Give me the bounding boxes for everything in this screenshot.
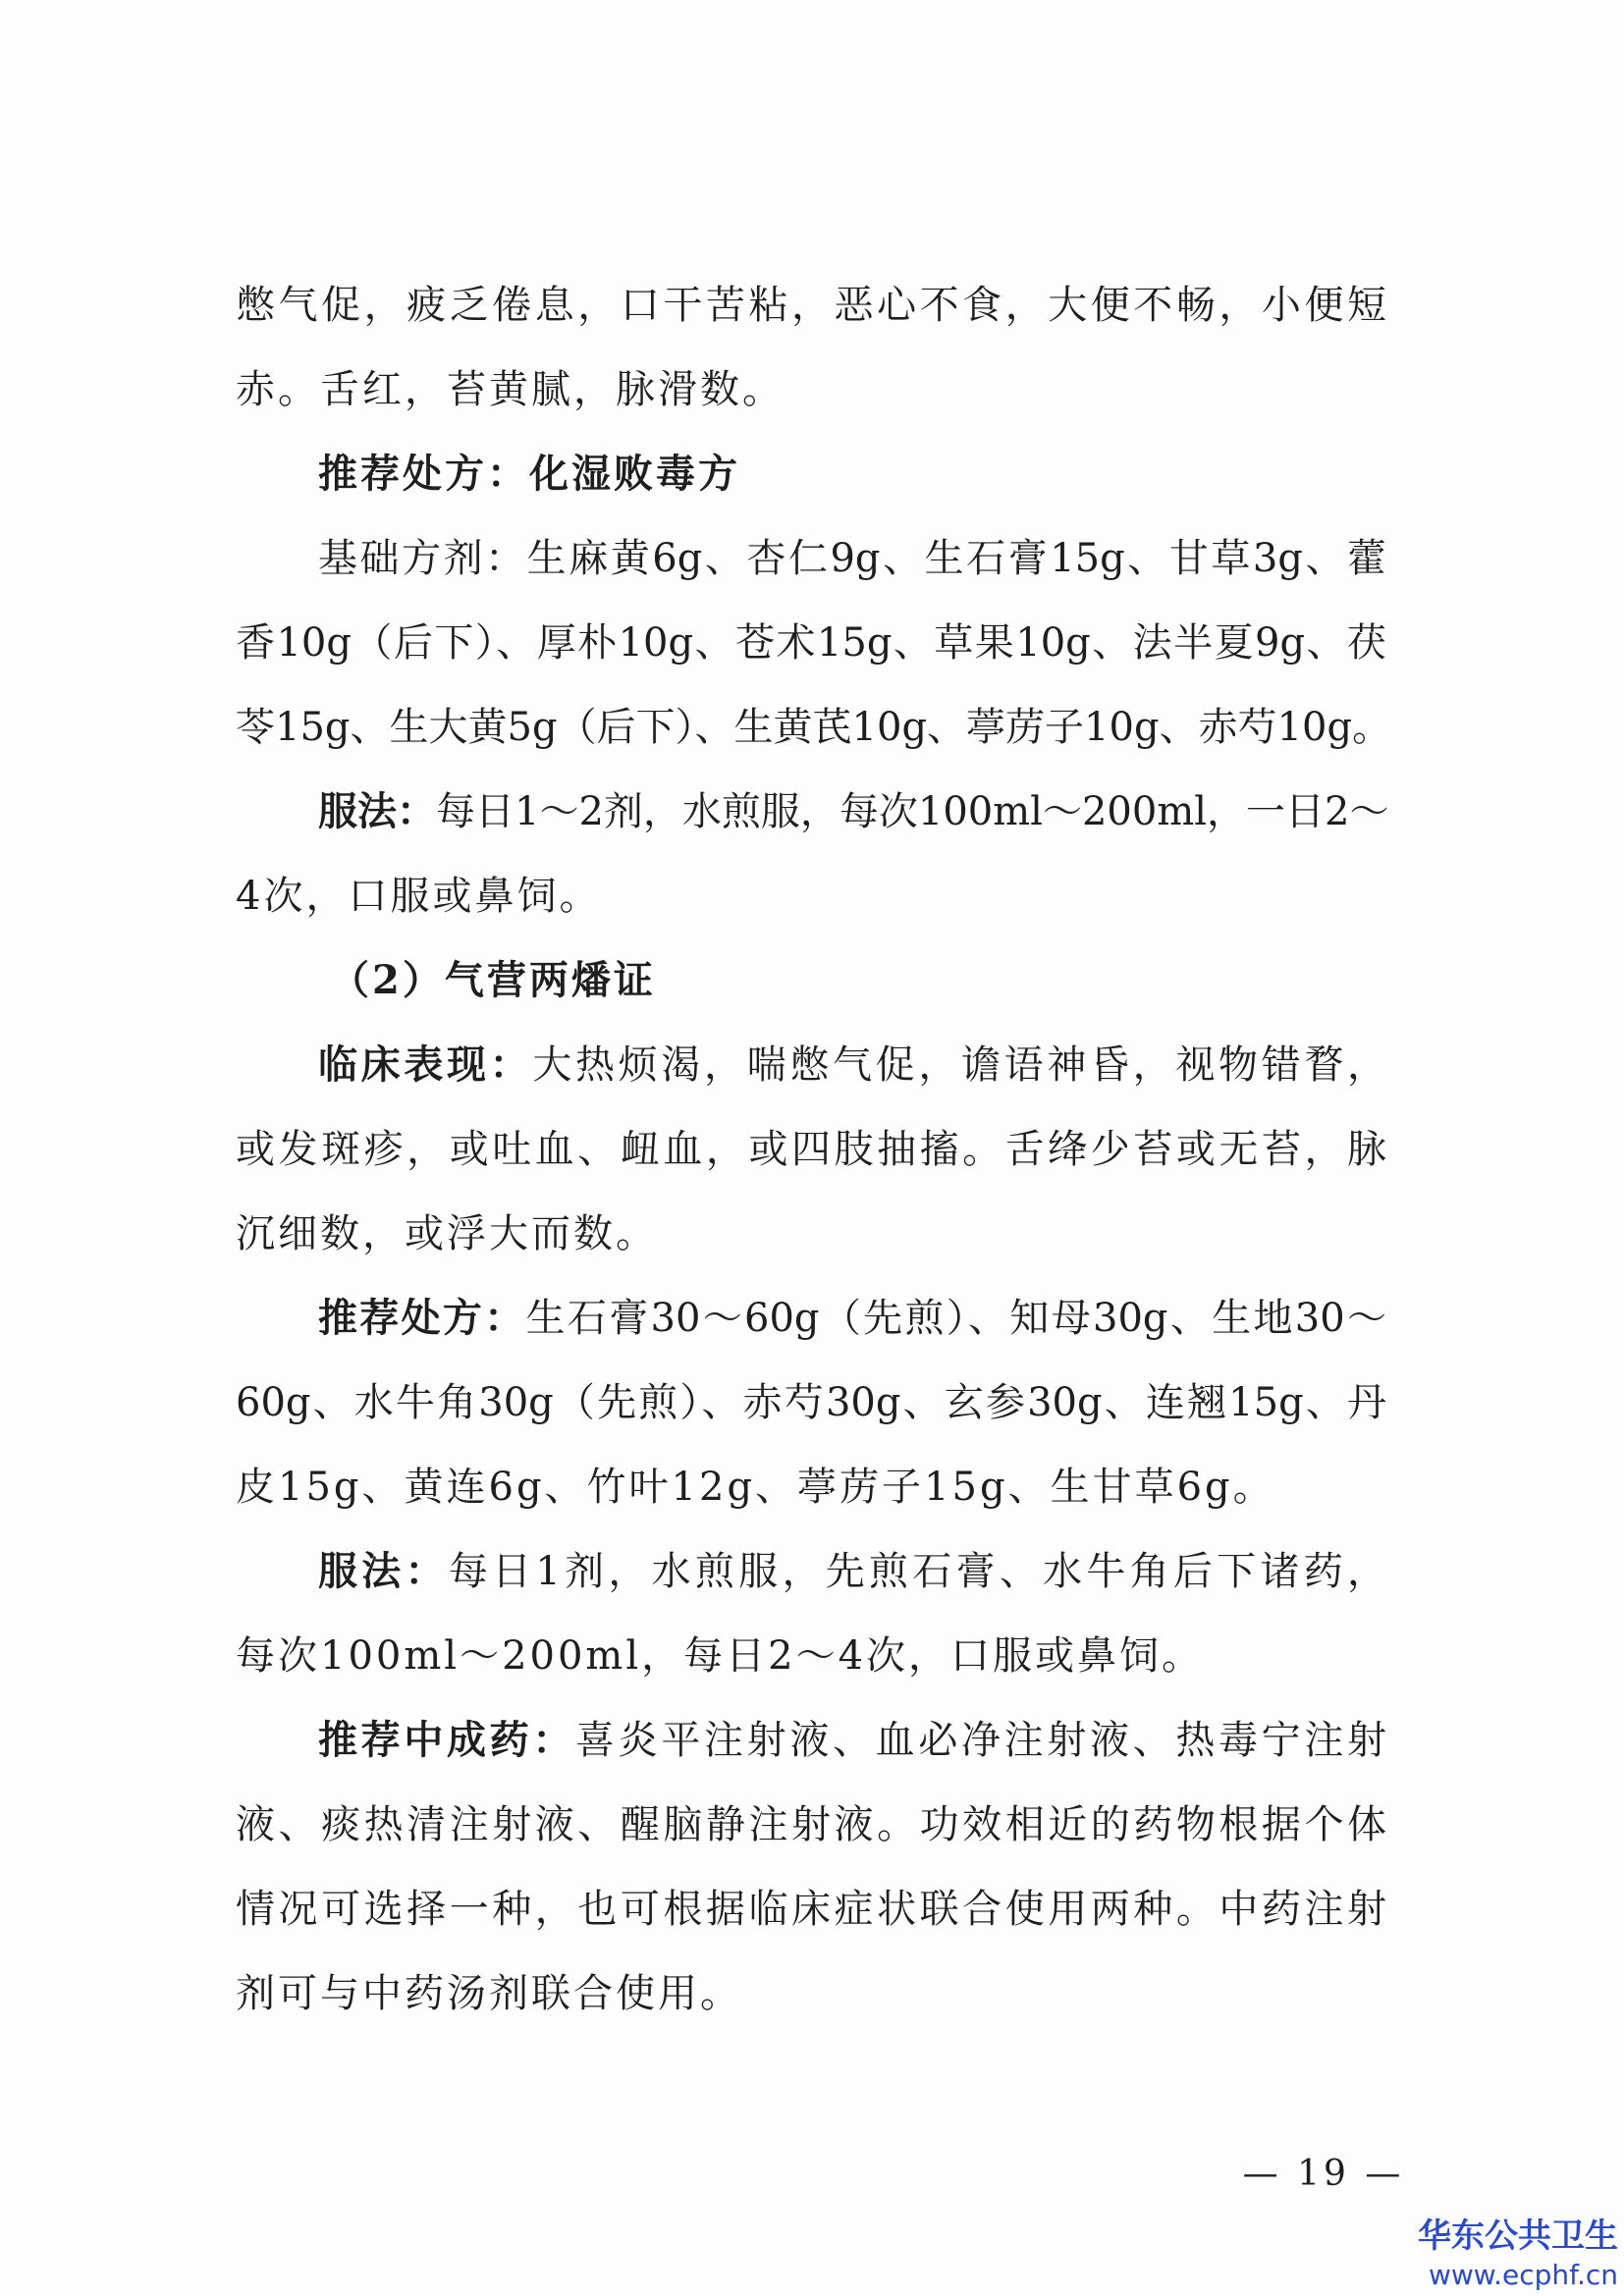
paragraph-line: 临床表现：大热烦渴，喘憋气促，谵语神昏，视物错瞀， bbox=[318, 1041, 1387, 1088]
bold-label: 临床表现： bbox=[318, 1041, 533, 1088]
bold-label: 服法： bbox=[318, 1548, 449, 1594]
bold-label: 推荐处方： bbox=[318, 451, 529, 497]
paragraph-line: 4次，口服或鼻饲。 bbox=[236, 874, 602, 919]
paragraph-line: 推荐处方：生石膏30～60g（先煎）、知母30g、生地30～ bbox=[318, 1295, 1386, 1341]
paragraph-line: 60g、水牛角30g（先煎）、赤芍30g、玄参30g、连翘15g、丹 bbox=[236, 1380, 1386, 1425]
site-watermark bbox=[1392, 2215, 1618, 2293]
paragraph-line: 沉细数，或浮大而数。 bbox=[236, 1211, 658, 1256]
prescription-heading: 推荐处方：化湿败毒方 bbox=[318, 451, 740, 497]
paragraph-line: 情况可选择一种，也可根据临床症状联合使用两种。中药注射 bbox=[236, 1887, 1386, 1932]
paragraph-line: 憋气促，疲乏倦息，口干苦粘，恶心不食，大便不畅，小便短 bbox=[236, 283, 1386, 328]
bold-label: 推荐处方： bbox=[318, 1295, 526, 1341]
bold-label: 推荐中成药： bbox=[318, 1717, 575, 1763]
paragraph-line: 香10g（后下）、厚朴10g、苍术15g、草果10g、法半夏9g、茯 bbox=[236, 620, 1386, 666]
body-text bbox=[236, 263, 1392, 2036]
page-number: — 19 — bbox=[1242, 2154, 1405, 2194]
paragraph-line: 服法：每日1剂，水煎服，先煎石膏、水牛角后下诸药， bbox=[318, 1548, 1387, 1594]
watermark-url: www.ecphf.cn bbox=[1428, 2259, 1618, 2291]
section-heading: （2）气营两燔证 bbox=[330, 957, 656, 1003]
paragraph-line: 苓15g、生大黄5g（后下）、生黄芪10g、葶苈子10g、赤芍10g。 bbox=[236, 705, 1392, 750]
paragraph-line: 液、痰热清注射液、醒脑静注射液。功效相近的药物根据个体 bbox=[236, 1802, 1386, 1847]
paragraph-line: 赤。舌红，苔黄腻，脉滑数。 bbox=[236, 367, 785, 412]
paragraph-line: 推荐中成药：喜炎平注射液、血必净注射液、热毒宁注射 bbox=[318, 1717, 1386, 1763]
paragraph-line: 皮15g、黄连6g、竹叶12g、葶苈子15g、生甘草6g。 bbox=[236, 1465, 1275, 1510]
bold-label: 服法： bbox=[318, 788, 436, 834]
paragraph-line: 每次100ml～200ml，每日2～4次，口服或鼻饲。 bbox=[236, 1633, 1205, 1679]
watermark-name: 华东公共卫生 bbox=[1418, 2216, 1618, 2256]
paragraph-line: 基础方剂：生麻黄6g、杏仁9g、生石膏15g、甘草3g、藿 bbox=[318, 536, 1386, 581]
paragraph-line: 或发斑疹，或吐血、衄血，或四肢抽搐。舌绛少苔或无苔，脉 bbox=[236, 1127, 1386, 1172]
paragraph-line: 服法：每日1～2剂，水煎服，每次100ml～200ml，一日2～ bbox=[318, 788, 1389, 834]
paragraph-line: 剂可与中药汤剂联合使用。 bbox=[236, 1971, 742, 2016]
